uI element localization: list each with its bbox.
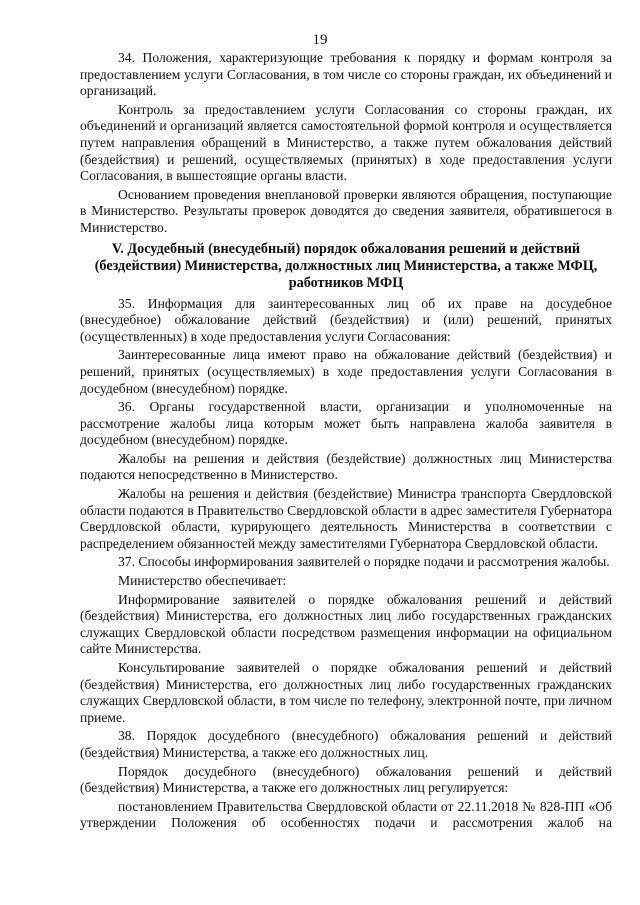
paragraph-consulting: Консультирование заявителей о порядке обжалования решений и действий (бездействия) Министерства, его должностных лиц либо государственных гражданских служащих Свердловской области, в том числе по телефону, электронной почте, при личном приеме. <box>80 660 612 725</box>
paragraph-informing: Информирование заявителей о порядке обжалования решений и действий (бездействия) Министерства, его должностных лиц либо государственных гражданских служащих Свердловской области посредством размещения информации на официальном сайте Министерства. <box>80 591 612 657</box>
paragraph-regulation: Порядок досудебного (внесудебного) обжалования решений и действий (бездействия) Министерства, а также его должностных лиц регулируется: <box>80 763 612 796</box>
paragraph-resolution: постановлением Правительства Свердловской области от 22.11.2018 № 828-ПП «Об утверждении Положения об особенностях подачи и рассмотрения жалоб на <box>80 798 612 831</box>
paragraph-37: 37. Способы информирования заявителей о порядке подачи и рассмотрения жалобы. <box>118 554 610 570</box>
paragraph-ministry-provides: Министерство обеспечивает: <box>118 573 287 589</box>
paragraph-38: 38. Порядок досудебного (внесудебного) обжалования решений и действий (бездействия) Министерства, а также его должностных лиц. <box>80 728 612 760</box>
paragraph-34: 34. Положения, характеризующие требования к порядку и формам контроля за предоставлением услуги Согласования, в том числе со стороны граждан, их объединений и организаций. <box>80 50 612 99</box>
document-body <box>80 50 612 832</box>
paragraph-35: 35. Информация для заинтересованных лиц об их праве на досудебное (внесудебное) обжалование действий (бездействия) и (или) решений, принятых (осуществленных) в ходе предоставления услуги Согласования: <box>80 295 612 344</box>
page-number: 19 <box>312 32 328 48</box>
paragraph-right-to-appeal: Заинтересованные лица имеют право на обжалование действий (бездействия) и решений, принятых (осуществляемых) в ходе предоставления услуги Согласования в досудебном (внесудебном) порядке. <box>80 347 612 396</box>
paragraph-control: Контроль за предоставлением услуги Согласования со стороны граждан, их объединений и организаций является самостоятельной формой контроля и осуществляется путем направления обращений в Министерство, а также путем обжалования действий (бездействия) и решений, осуществляемых (принятых) в ходе предоставления услуги Согласования, в вышестоящие органы власти. <box>80 101 612 184</box>
paragraph-36: 36. Органы государственной власти, организации и уполномоченные на рассмотрение жалобы лица которым может быть направлена жалоба заявителя в досудебном (внесудебном) порядке. <box>80 399 612 448</box>
section-heading: V. Досудебный (внесудебный) порядок обжалования решений и действий (бездействия) Министерства, должностных лиц Министерства, а также МФЦ, работников МФЦ <box>94 240 598 291</box>
paragraph-inspection: Основанием проведения внеплановой проверки являются обращения, поступающие в Министерство. Результаты проверок доводятся до сведения заявителя, обратившегося в Министерство. <box>80 186 612 235</box>
paragraph-complaints-minister: Жалобы на решения и действия (бездействие) Министра транспорта Свердловской области подаются в Правительство Свердловской области в адрес заместителя Губернатора Свердловской области, курирующего деятельность Министерства в соответствии с распределением обязанностей между заместителями Губернатора Свердловской области. <box>80 486 612 551</box>
paragraph-complaints-officials: Жалобы на решения и действия (бездействие) должностных лиц Министерства подаются непосредственно в Министерство. <box>80 450 612 483</box>
